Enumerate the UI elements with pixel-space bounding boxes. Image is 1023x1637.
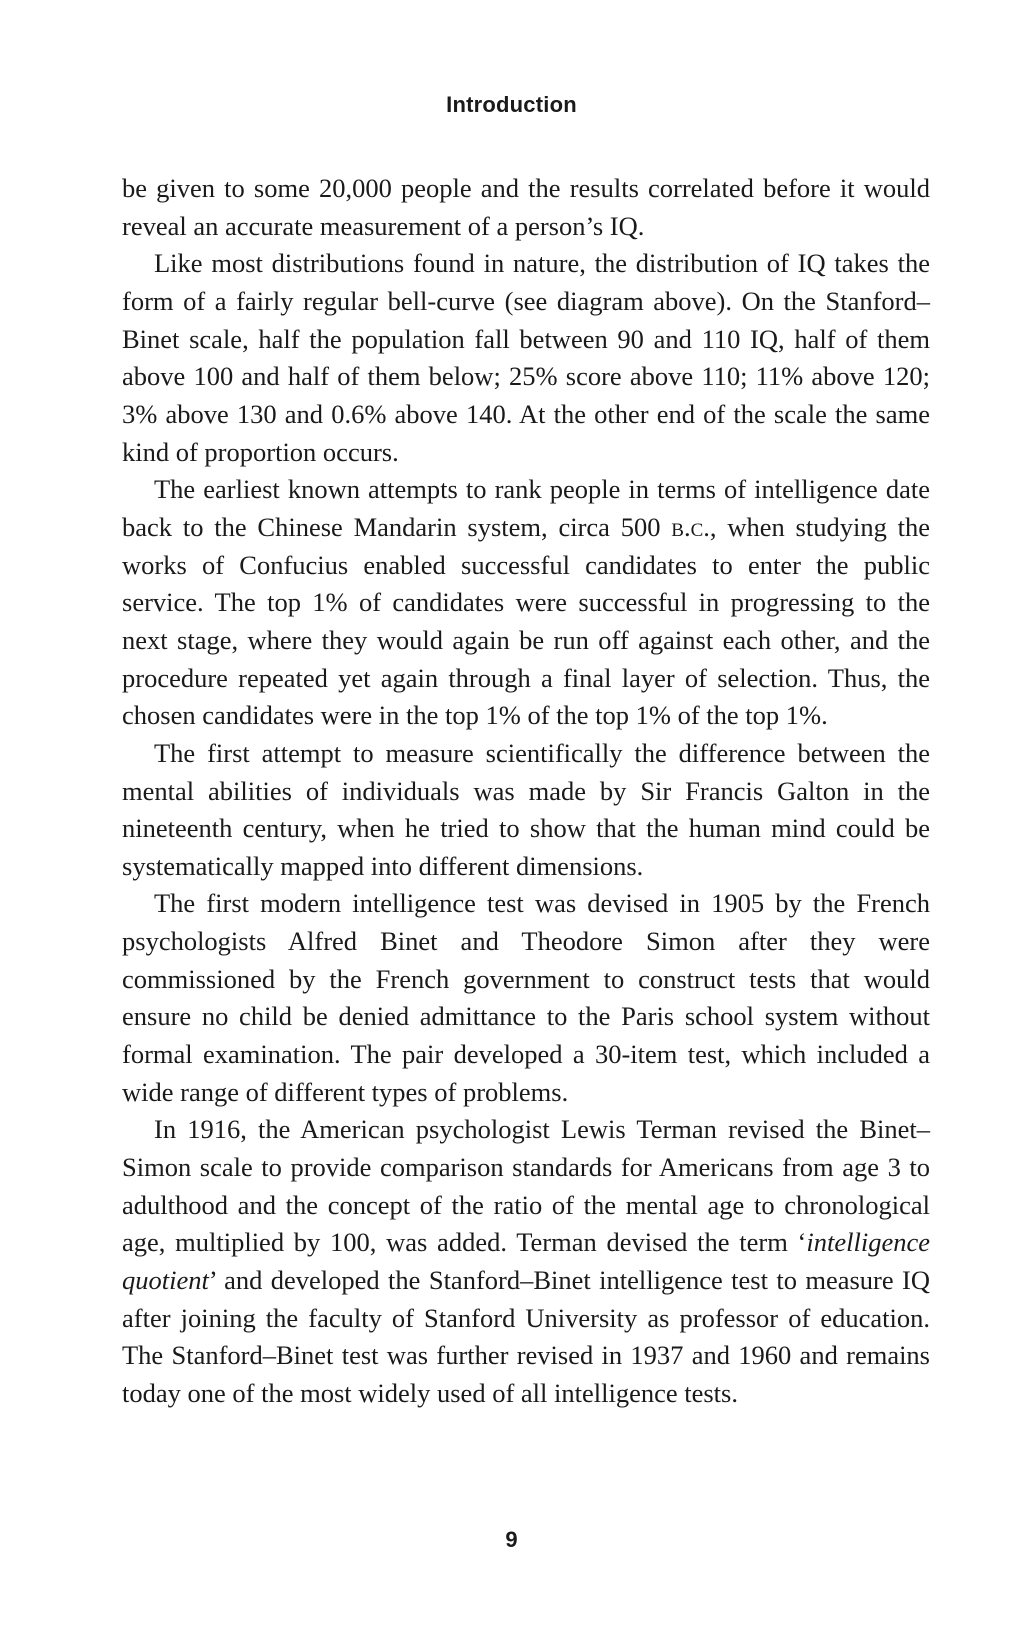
paragraph-iq-distribution: Like most distributions found in nature, the distribution of IQ takes the form of a fairly regular bell-curve (see diagram above). On the Stanford–Binet scale, half the population fall between 90 and 110 IQ, half of them above 100 and half of them below; 25% score above 110; 11% above 120; 3% above 130 and 0.6% above 140. At the other end of the scale the same kind of proportion occurs. bbox=[122, 248, 930, 467]
page-number: 9 bbox=[505, 1527, 518, 1552]
body-text bbox=[122, 170, 930, 1413]
paragraph-binet-simon: The first modern intelligence test was devised in 1905 by the French psychologists Alfred Binet and Theodore Simon after they were commissioned by the French government to construct tests that would ensure no child be denied admittance to the Paris school system without formal examination. The pair developed a 30-item test, which included a wide range of different types of problems. bbox=[122, 888, 930, 1107]
era-abbreviation: b.c. bbox=[671, 511, 710, 542]
paragraph-text: ’ and developed the Stanford–Binet intelligence test to measure IQ after joining the faculty of Stanford University as professor of education. The Stanford–Binet test was further revised in 1937 and 1960 and remains today one of the most widely used of all intelligence tests. bbox=[122, 1265, 930, 1408]
paragraph-continued: be given to some 20,000 people and the results correlated before it would reveal an accurate measurement of a person’s IQ. bbox=[122, 173, 930, 241]
paragraph-text: The earliest known attempts to rank people in terms of intelligence date back to the Chinese Mandarin system, circa 500 bbox=[122, 474, 930, 542]
paragraph-mandarin-system bbox=[122, 471, 930, 735]
italic-term: intelligence quotient bbox=[122, 1227, 930, 1296]
paragraph-text: In 1916, the American psychologist Lewis Terman revised the Binet–Simon scale to provide comparison standards for Americans from age 3 to adulthood and the concept of the ratio of the mental age to chronological age, multiplied by 100, was added. Terman devised the term ‘ bbox=[122, 1114, 930, 1258]
paragraph-galton: The first attempt to measure scientifically the difference between the mental abilities of individuals was made by Sir Francis Galton in the nineteenth century, when he tried to show that the human mind could be systematically mapped into different dimensions. bbox=[122, 737, 930, 881]
paragraph-text: , when studying the works of Confucius enabled successful candidates to enter the public service. The top 1% of candidates were successful in progressing to the next stage, where they would again be run off against each other, and the procedure repeated yet again through a final layer of selection. Thus, the chosen candidates were in the top 1% of the top 1% of the top 1%. bbox=[122, 511, 931, 731]
running-head: Introduction bbox=[446, 92, 577, 117]
paragraph-terman bbox=[122, 1111, 930, 1412]
